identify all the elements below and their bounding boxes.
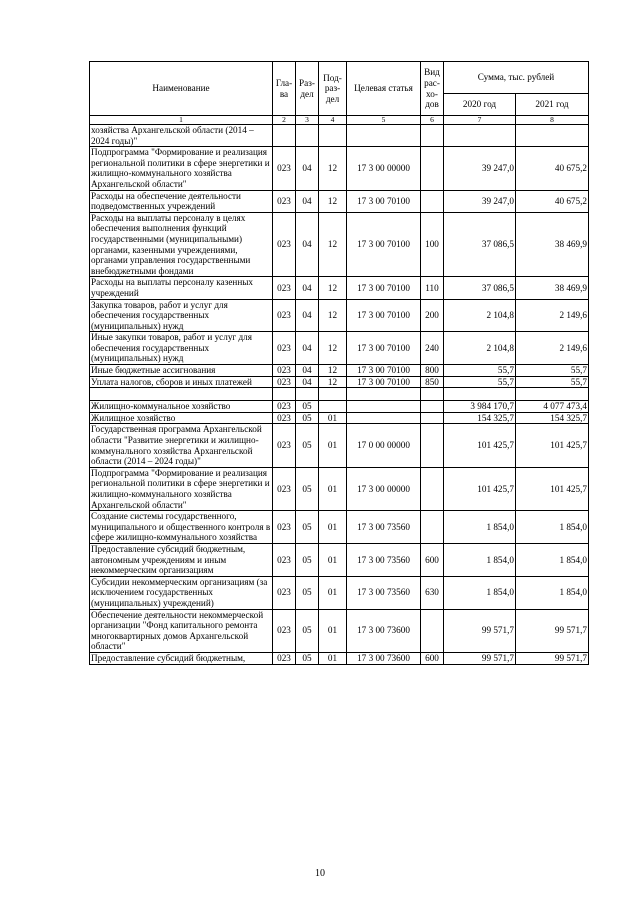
row-name: Расходы на выплаты персоналу в целях обеспечения выполнения функций государственными (муниципальными) органами, казенными учреждениями, органами управления государственными внебюджетными фондами [90, 212, 273, 277]
row-sum-2021: 2 149,6 [516, 299, 589, 332]
row-sum-2020: 99 571,7 [444, 609, 516, 652]
row-glava: 023 [273, 467, 296, 510]
row-podrazdel: 01 [319, 609, 347, 652]
page-number: 10 [315, 868, 325, 879]
row-sum-2020: 1 854,0 [444, 543, 516, 576]
row-expense-type: 850 [421, 376, 444, 388]
row-razdel: 05 [296, 401, 319, 413]
table-row [90, 190, 589, 212]
column-numbers-row [90, 116, 589, 125]
row-name: хозяйства Архангельской области (2014 – 2024 годы)" [90, 125, 273, 147]
row-sum-2020: 101 425,7 [444, 424, 516, 467]
row-sum-2021: 2 149,6 [516, 332, 589, 365]
row-glava: 023 [273, 412, 296, 424]
header-name: Наименование [90, 62, 273, 116]
row-expense-type [421, 388, 444, 401]
row-sum-2020 [444, 388, 516, 401]
row-expense-type: 110 [421, 277, 444, 299]
row-target-article [347, 412, 421, 424]
row-glava: 023 [273, 609, 296, 652]
row-sum-2021: 55,7 [516, 376, 589, 388]
row-sum-2020: 2 104,8 [444, 332, 516, 365]
row-razdel: 04 [296, 190, 319, 212]
row-sum-2021: 38 469,9 [516, 212, 589, 277]
row-podrazdel: 12 [319, 212, 347, 277]
row-name: Государственная программа Архангельской области "Развитие энергетики и жилищно-коммунального хозяйства Архангельской области (2014 – 2024 годы)" [90, 424, 273, 467]
column-number: 5 [347, 116, 421, 125]
row-expense-type [421, 412, 444, 424]
row-target-article: 17 3 00 70100 [347, 365, 421, 377]
header-target: Целевая статья [347, 62, 421, 116]
row-glava: 023 [273, 576, 296, 609]
row-target-article: 17 3 00 00000 [347, 147, 421, 190]
row-target-article: 17 3 00 73560 [347, 543, 421, 576]
table-row [90, 424, 589, 467]
row-sum-2021: 99 571,7 [516, 652, 589, 664]
row-sum-2021: 40 675,2 [516, 190, 589, 212]
table-row [90, 332, 589, 365]
row-sum-2020: 1 854,0 [444, 576, 516, 609]
row-razdel: 05 [296, 412, 319, 424]
row-target-article: 17 3 00 00000 [347, 467, 421, 510]
table-row [90, 467, 589, 510]
row-glava: 023 [273, 376, 296, 388]
row-name: Субсидии некоммерческим организациям (за исключением государственных (муниципальных) учреждений) [90, 576, 273, 609]
row-expense-type [421, 467, 444, 510]
header-podrazdel: Под-раз-дел [319, 62, 347, 116]
row-target-article: 17 3 00 70100 [347, 332, 421, 365]
header-year-2021: 2021 год [516, 94, 589, 116]
row-podrazdel: 01 [319, 412, 347, 424]
row-razdel: 05 [296, 511, 319, 544]
column-number: 8 [516, 116, 589, 125]
row-razdel: 04 [296, 277, 319, 299]
row-target-article: 17 3 00 73560 [347, 511, 421, 544]
row-razdel: 04 [296, 332, 319, 365]
row-target-article: 17 3 00 70100 [347, 299, 421, 332]
table-row [90, 277, 589, 299]
row-razdel: 05 [296, 424, 319, 467]
row-sum-2021: 40 675,2 [516, 147, 589, 190]
row-podrazdel: 01 [319, 511, 347, 544]
row-sum-2020: 2 104,8 [444, 299, 516, 332]
row-razdel: 05 [296, 652, 319, 664]
row-glava: 023 [273, 365, 296, 377]
row-name [90, 388, 273, 401]
row-podrazdel: 12 [319, 190, 347, 212]
row-name: Уплата налогов, сборов и иных платежей [90, 376, 273, 388]
row-name: Жилищно-коммунальное хозяйство [90, 401, 273, 413]
row-razdel: 04 [296, 147, 319, 190]
row-expense-type [421, 147, 444, 190]
row-expense-type [421, 609, 444, 652]
table-row [90, 511, 589, 544]
row-sum-2021: 38 469,9 [516, 277, 589, 299]
row-sum-2020: 1 854,0 [444, 511, 516, 544]
row-podrazdel: 12 [319, 376, 347, 388]
row-razdel: 05 [296, 467, 319, 510]
row-podrazdel: 01 [319, 576, 347, 609]
row-expense-type [421, 511, 444, 544]
row-expense-type [421, 401, 444, 413]
row-sum-2020 [444, 125, 516, 147]
column-number: 7 [444, 116, 516, 125]
row-glava: 023 [273, 299, 296, 332]
table-row [90, 147, 589, 190]
row-sum-2021: 1 854,0 [516, 511, 589, 544]
table-body [90, 125, 589, 665]
row-sum-2020: 3 984 170,7 [444, 401, 516, 413]
row-target-article: 17 3 00 73600 [347, 652, 421, 664]
row-target-article [347, 388, 421, 401]
row-sum-2020: 37 086,5 [444, 277, 516, 299]
column-number: 1 [90, 116, 273, 125]
row-target-article: 17 3 00 70100 [347, 277, 421, 299]
row-razdel: 05 [296, 576, 319, 609]
row-name: Иные закупки товаров, работ и услуг для обеспечения государственных (муниципальных) нужд [90, 332, 273, 365]
row-expense-type: 100 [421, 212, 444, 277]
column-number: 3 [296, 116, 319, 125]
row-target-article [347, 125, 421, 147]
row-expense-type: 600 [421, 543, 444, 576]
table-row [90, 365, 589, 377]
row-sum-2020: 39 247,0 [444, 147, 516, 190]
row-name: Расходы на обеспечение деятельности подведомственных учреждений [90, 190, 273, 212]
row-razdel: 04 [296, 299, 319, 332]
column-number: 6 [421, 116, 444, 125]
row-razdel: 04 [296, 212, 319, 277]
table-row [90, 299, 589, 332]
table-row [90, 376, 589, 388]
row-razdel: 05 [296, 543, 319, 576]
column-number: 4 [319, 116, 347, 125]
row-name: Предоставление субсидий бюджетным, [90, 652, 273, 664]
row-name: Создание системы государственного, муниципального и общественного контроля в сфере жилищно-коммунального хозяйства [90, 511, 273, 544]
row-expense-type [421, 424, 444, 467]
table-row [90, 543, 589, 576]
row-name: Подпрограмма "Формирование и реализация региональной политики в сфере энергетики и жилищно-коммунального хозяйства Архангельской области" [90, 467, 273, 510]
row-sum-2021 [516, 125, 589, 147]
row-name: Подпрограмма "Формирование и реализация региональной политики в сфере энергетики и жилищно-коммунального хозяйства Архангельской области" [90, 147, 273, 190]
table-row [90, 125, 589, 147]
row-name: Жилищное хозяйство [90, 412, 273, 424]
row-podrazdel: 01 [319, 543, 347, 576]
row-name: Закупка товаров, работ и услуг для обеспечения государственных (муниципальных) нужд [90, 299, 273, 332]
row-podrazdel: 12 [319, 332, 347, 365]
row-sum-2020: 39 247,0 [444, 190, 516, 212]
table-row [90, 388, 589, 401]
row-glava: 023 [273, 332, 296, 365]
row-name: Расходы на выплаты персоналу казенных учреждений [90, 277, 273, 299]
row-name: Предоставление субсидий бюджетным, автономным учреждениям и иным некоммерческим организациям [90, 543, 273, 576]
row-glava: 023 [273, 401, 296, 413]
row-target-article: 17 3 00 73560 [347, 576, 421, 609]
row-sum-2021: 101 425,7 [516, 424, 589, 467]
row-podrazdel [319, 388, 347, 401]
row-glava: 023 [273, 190, 296, 212]
row-sum-2020: 154 325,7 [444, 412, 516, 424]
header-year-2020: 2020 год [444, 94, 516, 116]
row-sum-2021: 1 854,0 [516, 543, 589, 576]
row-glava: 023 [273, 424, 296, 467]
row-glava: 023 [273, 543, 296, 576]
row-glava: 023 [273, 511, 296, 544]
row-podrazdel [319, 125, 347, 147]
row-podrazdel [319, 401, 347, 413]
row-expense-type: 200 [421, 299, 444, 332]
row-sum-2020: 55,7 [444, 365, 516, 377]
row-expense-type: 240 [421, 332, 444, 365]
row-sum-2021: 99 571,7 [516, 609, 589, 652]
table-row [90, 652, 589, 664]
row-sum-2021: 55,7 [516, 365, 589, 377]
row-glava: 023 [273, 277, 296, 299]
row-razdel [296, 388, 319, 401]
row-podrazdel: 01 [319, 467, 347, 510]
row-expense-type: 630 [421, 576, 444, 609]
row-name: Иные бюджетные ассигнования [90, 365, 273, 377]
table-header [90, 62, 589, 125]
row-sum-2021: 154 325,7 [516, 412, 589, 424]
row-glava [273, 125, 296, 147]
row-expense-type [421, 190, 444, 212]
header-sum: Сумма, тыс. рублей [444, 62, 589, 94]
row-target-article: 17 0 00 00000 [347, 424, 421, 467]
header-razdel: Раз-дел [296, 62, 319, 116]
row-target-article: 17 3 00 73600 [347, 609, 421, 652]
row-sum-2020: 101 425,7 [444, 467, 516, 510]
row-podrazdel: 12 [319, 365, 347, 377]
row-expense-type [421, 125, 444, 147]
row-target-article: 17 3 00 70100 [347, 190, 421, 212]
row-sum-2020: 99 571,7 [444, 652, 516, 664]
row-target-article: 17 3 00 70100 [347, 376, 421, 388]
row-target-article [347, 401, 421, 413]
table-row [90, 212, 589, 277]
row-podrazdel: 01 [319, 424, 347, 467]
row-expense-type: 800 [421, 365, 444, 377]
row-sum-2021 [516, 388, 589, 401]
row-sum-2021: 1 854,0 [516, 576, 589, 609]
row-expense-type: 600 [421, 652, 444, 664]
table-row [90, 576, 589, 609]
row-glava: 023 [273, 652, 296, 664]
table-row [90, 401, 589, 413]
budget-table [89, 61, 589, 665]
header-vid: Вид рас-хо-дов [421, 62, 444, 116]
row-glava [273, 388, 296, 401]
row-razdel: 04 [296, 376, 319, 388]
row-name: Обеспечение деятельности некоммерческой организации "Фонд капитального ремонта многоквартирных домов Архангельской области" [90, 609, 273, 652]
table-row [90, 609, 589, 652]
row-podrazdel: 12 [319, 299, 347, 332]
row-razdel [296, 125, 319, 147]
column-number: 2 [273, 116, 296, 125]
row-podrazdel: 01 [319, 652, 347, 664]
header-glava: Гла-ва [273, 62, 296, 116]
row-glava: 023 [273, 147, 296, 190]
row-glava: 023 [273, 212, 296, 277]
row-sum-2021: 4 077 473,4 [516, 401, 589, 413]
row-podrazdel: 12 [319, 147, 347, 190]
row-sum-2021: 101 425,7 [516, 467, 589, 510]
row-podrazdel: 12 [319, 277, 347, 299]
table-row [90, 412, 589, 424]
row-target-article: 17 3 00 70100 [347, 212, 421, 277]
row-razdel: 04 [296, 365, 319, 377]
row-sum-2020: 37 086,5 [444, 212, 516, 277]
row-sum-2020: 55,7 [444, 376, 516, 388]
row-razdel: 05 [296, 609, 319, 652]
